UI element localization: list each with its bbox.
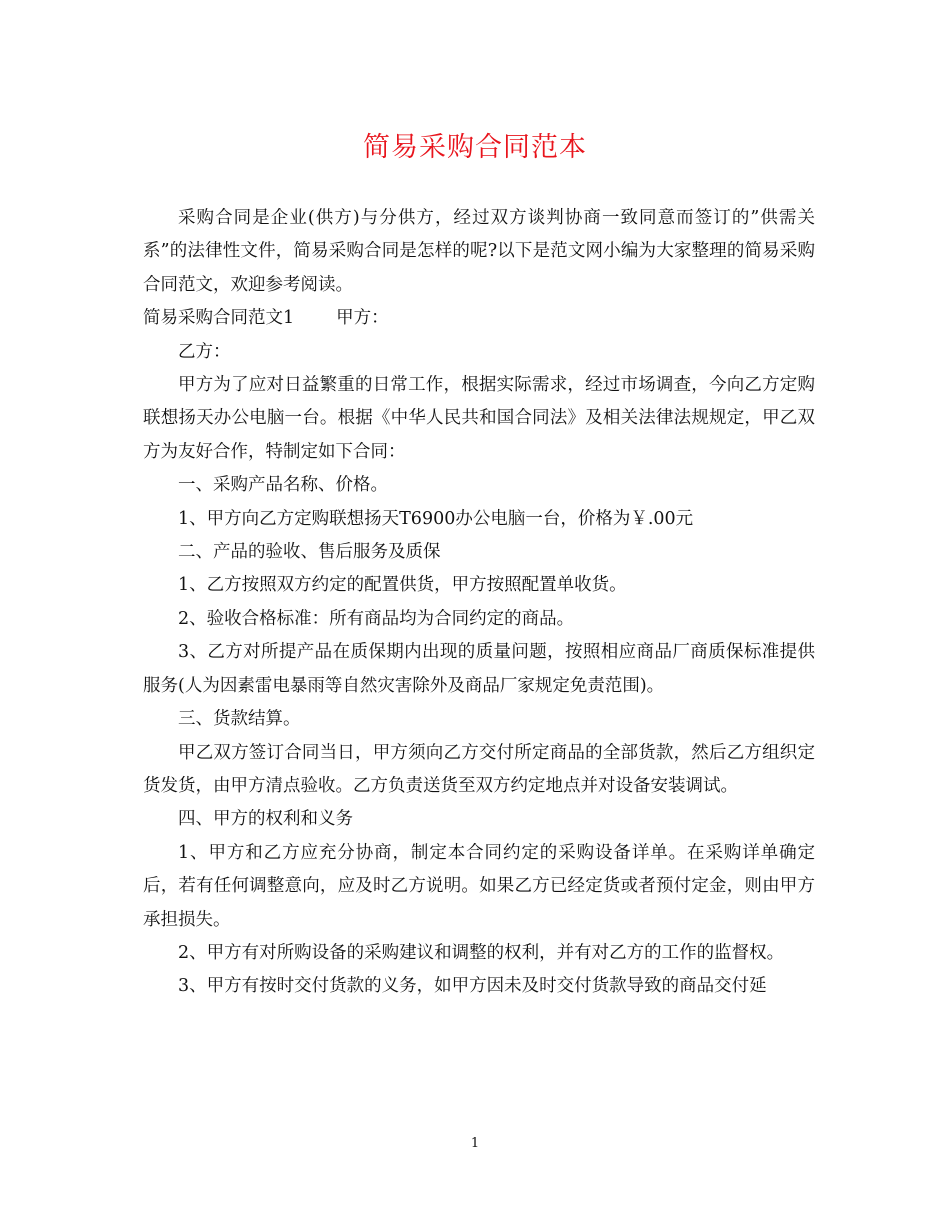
section3-heading: 三、货款结算。: [178, 709, 301, 730]
document-title: 简易采购合同范本: [363, 132, 587, 163]
section4-item3: 3、甲方有按时交付货款的义务，如甲方因未及时交付货款导致的商品交付延: [178, 976, 767, 997]
section4-item2: 2、甲方有对所购设备的采购建议和调整的权利，并有对乙方的工作的监督权。: [178, 942, 785, 963]
section1-heading: 一、采购产品名称、价格。: [178, 475, 388, 496]
section1-item1: 1、甲方向乙方定购联想扬天T6900办公电脑一台，价格为￥.00元: [178, 508, 694, 529]
page-number: 1: [470, 1136, 480, 1151]
section4-heading: 四、甲方的权利和义务: [178, 809, 353, 830]
preamble-paragraph: 甲方为了应对日益繁重的日常工作，根据实际需求，经过市场调查，今向乙方定购联想扬天办公电脑一台。根据《中华人民共和国合同法》及相关法律法规规定，甲乙双方为友好合作，特制定如下合同：: [143, 375, 815, 462]
section4-item1: 1、甲方和乙方应充分协商，制定本合同约定的采购设备详单。在采购详单确定后，若有任何调整意向，应及时乙方说明。如果乙方已经定货或者预付定金，则由甲方承担损失。: [143, 842, 815, 930]
section2-item1: 1、乙方按照双方约定的配置供货，甲方按照配置单收货。: [178, 575, 627, 596]
party-a-label: 甲方：: [336, 308, 389, 329]
section3-text: 甲乙双方签订合同当日，甲方须向乙方交付所定商品的全部货款，然后乙方组织定货发货，由甲方清点验收。乙方负责送货至双方约定地点并对设备安装调试。: [143, 742, 815, 796]
document-body: [143, 202, 815, 1004]
section2-item2: 2、验收合格标准：所有商品均为合同约定的商品。: [178, 608, 575, 629]
sample-heading-line: [143, 302, 815, 335]
party-b-label: 乙方：: [178, 341, 231, 362]
sample-heading: 简易采购合同范文1: [143, 308, 295, 329]
section2-heading: 二、产品的验收、售后服务及质保: [178, 542, 441, 563]
intro-paragraph: 采购合同是企业(供方)与分供方，经过双方谈判协商一致同意而签订的”供需关系”的法律性文件，简易采购合同是怎样的呢?以下是范文网小编为大家整理的简易采购合同范文，欢迎参考阅读。: [143, 208, 815, 295]
section2-item3: 3、乙方对所提产品在质保期内出现的质量问题，按照相应商品厂商质保标准提供服务(人为因素雷电暴雨等自然灾害除外及商品厂家规定免责范围)。: [143, 642, 815, 696]
